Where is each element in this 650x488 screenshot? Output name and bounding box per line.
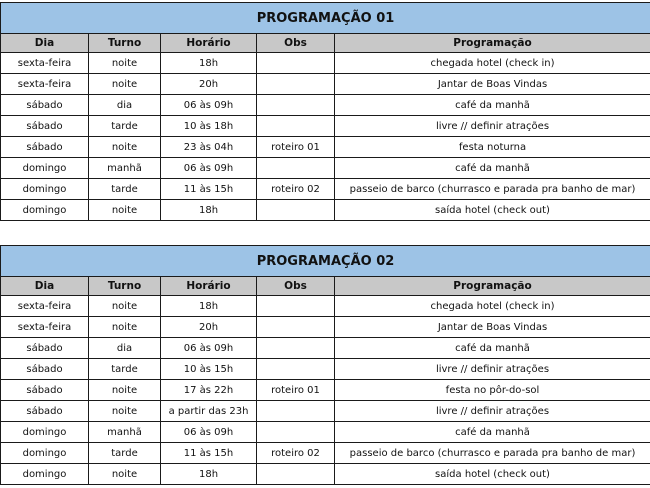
cell-turno: noite [89,464,161,485]
table-row [1,401,650,422]
table-row [1,74,650,95]
cell-programacao: chegada hotel (check in) [335,296,650,317]
cell-turno: tarde [89,443,161,464]
cell-turno: noite [89,401,161,422]
cell-turno: noite [89,137,161,158]
cell-dia: sexta-feira [1,53,89,74]
cell-dia: domingo [1,443,89,464]
cell-dia: sexta-feira [1,74,89,95]
table-title-row [1,3,650,34]
cell-horario: 06 às 09h [161,95,257,116]
cell-dia: domingo [1,158,89,179]
column-header-row [1,277,650,296]
column-header-horario: Horário [161,277,257,296]
cell-dia: sábado [1,95,89,116]
cell-dia: sábado [1,338,89,359]
schedule-table-1 [0,2,650,221]
table-row [1,422,650,443]
cell-obs: roteiro 02 [257,179,335,200]
cell-obs [257,338,335,359]
cell-dia: sexta-feira [1,296,89,317]
cell-dia: sábado [1,137,89,158]
table-title-row [1,246,650,277]
cell-obs [257,95,335,116]
cell-obs [257,74,335,95]
schedule-table-2 [0,245,650,485]
column-header-programacao: Programação [335,34,650,53]
cell-turno: dia [89,338,161,359]
cell-turno: dia [89,95,161,116]
cell-obs: roteiro 02 [257,443,335,464]
cell-horario: 18h [161,53,257,74]
column-header-dia: Dia [1,277,89,296]
cell-turno: tarde [89,359,161,380]
table-title: PROGRAMAÇÃO 02 [1,246,650,277]
cell-obs [257,464,335,485]
cell-programacao: saída hotel (check out) [335,200,650,221]
cell-obs: roteiro 01 [257,380,335,401]
table-row [1,116,650,137]
cell-dia: domingo [1,464,89,485]
table-row [1,338,650,359]
table-row [1,179,650,200]
cell-horario: 11 às 15h [161,443,257,464]
cell-obs [257,158,335,179]
cell-dia: sábado [1,380,89,401]
cell-programacao: livre // definir atrações [335,359,650,380]
cell-turno: tarde [89,179,161,200]
cell-dia: sábado [1,116,89,137]
column-header-obs: Obs [257,277,335,296]
cell-obs: roteiro 01 [257,137,335,158]
table-row [1,137,650,158]
table-row [1,464,650,485]
table-row [1,200,650,221]
column-header-row [1,34,650,53]
column-header-turno: Turno [89,34,161,53]
cell-programacao: café da manhã [335,158,650,179]
cell-horario: a partir das 23h [161,401,257,422]
cell-horario: 18h [161,464,257,485]
table-row [1,317,650,338]
cell-programacao: café da manhã [335,422,650,443]
column-header-dia: Dia [1,34,89,53]
cell-dia: sábado [1,359,89,380]
cell-horario: 11 às 15h [161,179,257,200]
cell-dia: domingo [1,200,89,221]
cell-dia: sábado [1,401,89,422]
cell-programacao: festa no pôr-do-sol [335,380,650,401]
table-row [1,443,650,464]
cell-horario: 10 às 15h [161,359,257,380]
table-row [1,158,650,179]
cell-obs [257,401,335,422]
cell-turno: noite [89,200,161,221]
cell-dia: domingo [1,422,89,443]
cell-horario: 06 às 09h [161,338,257,359]
column-header-turno: Turno [89,277,161,296]
cell-programacao: Jantar de Boas Vindas [335,317,650,338]
cell-horario: 18h [161,296,257,317]
cell-dia: sexta-feira [1,317,89,338]
cell-obs [257,359,335,380]
cell-programacao: café da manhã [335,338,650,359]
cell-turno: noite [89,296,161,317]
cell-obs [257,317,335,338]
table-row [1,95,650,116]
cell-programacao: passeio de barco (churrasco e parada pra banho de mar) [335,443,650,464]
cell-horario: 06 às 09h [161,158,257,179]
cell-turno: noite [89,53,161,74]
table-title: PROGRAMAÇÃO 01 [1,3,650,34]
cell-programacao: café da manhã [335,95,650,116]
table-row [1,53,650,74]
column-header-obs: Obs [257,34,335,53]
cell-programacao: livre // definir atrações [335,401,650,422]
cell-programacao: livre // definir atrações [335,116,650,137]
cell-obs [257,422,335,443]
cell-turno: manhã [89,422,161,443]
cell-programacao: passeio de barco (churrasco e parada pra banho de mar) [335,179,650,200]
cell-horario: 10 às 18h [161,116,257,137]
cell-turno: noite [89,317,161,338]
cell-turno: noite [89,74,161,95]
cell-obs [257,296,335,317]
cell-programacao: festa noturna [335,137,650,158]
table-row [1,296,650,317]
cell-obs [257,200,335,221]
cell-turno: manhã [89,158,161,179]
cell-programacao: saída hotel (check out) [335,464,650,485]
cell-dia: domingo [1,179,89,200]
cell-horario: 17 às 22h [161,380,257,401]
cell-turno: noite [89,380,161,401]
cell-horario: 20h [161,74,257,95]
schedule-table-2-body [1,246,650,485]
cell-horario: 20h [161,317,257,338]
cell-programacao: Jantar de Boas Vindas [335,74,650,95]
table-row [1,359,650,380]
column-header-horario: Horário [161,34,257,53]
cell-horario: 23 às 04h [161,137,257,158]
column-header-programacao: Programação [335,277,650,296]
cell-turno: tarde [89,116,161,137]
cell-horario: 18h [161,200,257,221]
cell-obs [257,53,335,74]
cell-horario: 06 às 09h [161,422,257,443]
cell-programacao: chegada hotel (check in) [335,53,650,74]
schedule-table-1-body [1,3,650,221]
table-row [1,380,650,401]
cell-obs [257,116,335,137]
